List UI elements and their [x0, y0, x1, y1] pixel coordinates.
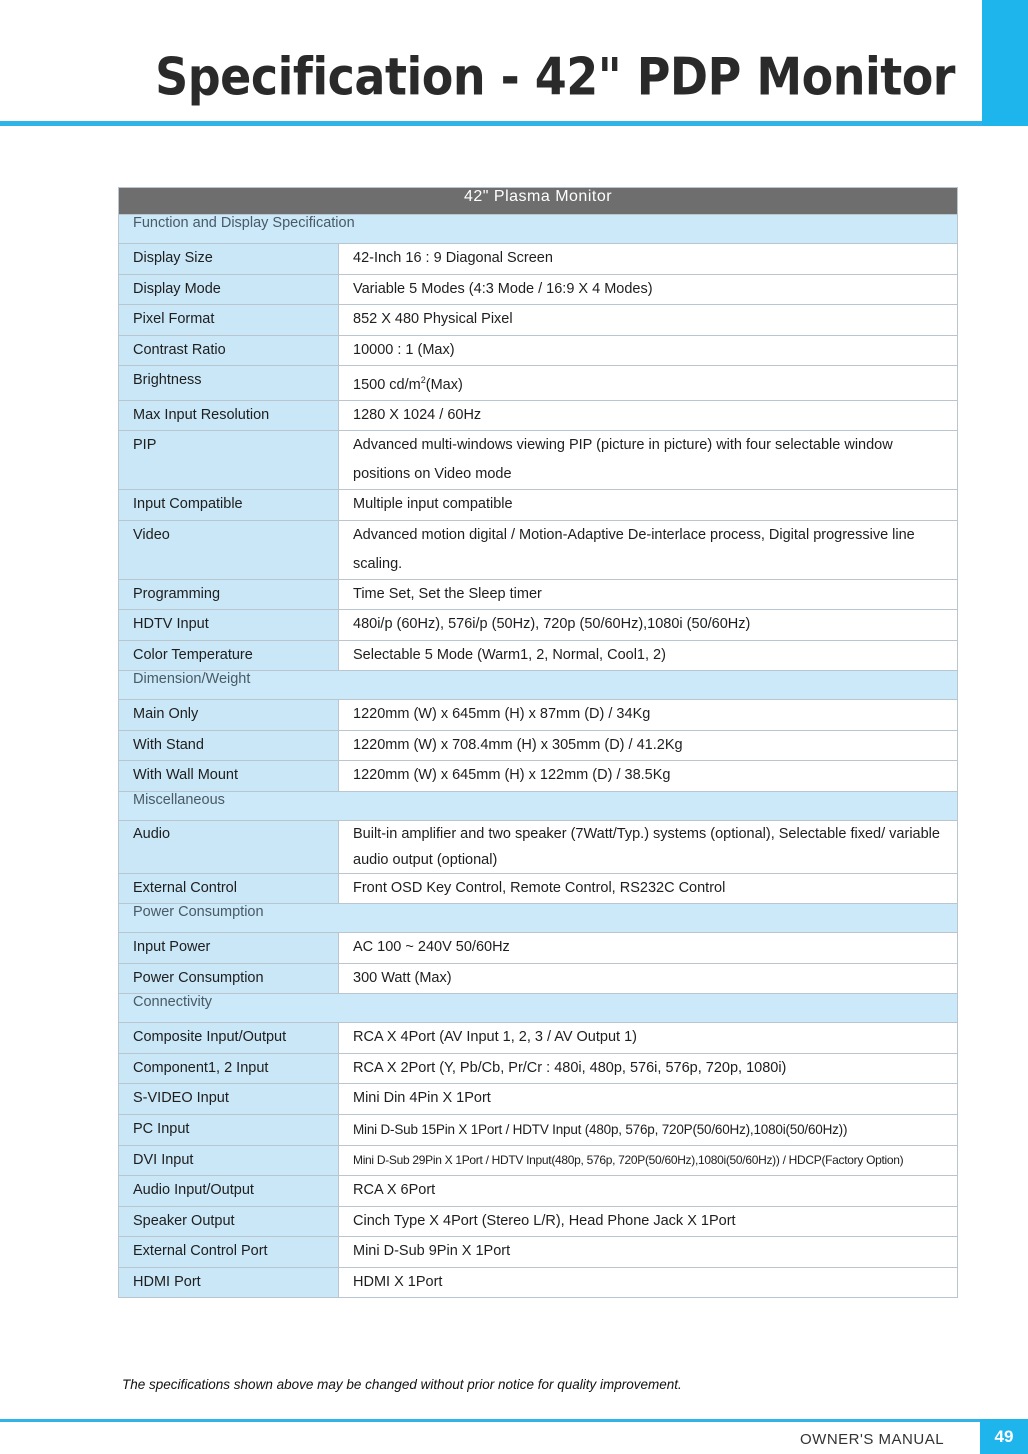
footer-rule [0, 1419, 982, 1422]
table-row [119, 730, 958, 761]
table-row [119, 431, 958, 490]
row-value: 480i/p (60Hz), 576i/p (50Hz), 720p (50/60Hz),1080i (50/60Hz) [339, 610, 958, 641]
table-header: 42" Plasma Monitor [119, 188, 958, 215]
table-row [119, 335, 958, 366]
row-label: PC Input [119, 1114, 339, 1145]
row-value: Selectable 5 Mode (Warm1, 2, Normal, Cool1, 2) [339, 640, 958, 671]
row-label: Contrast Ratio [119, 335, 339, 366]
pc-input-value: Mini D-Sub 15Pin X 1Port / HDTV Input (480p, 576p, 720P(50/60Hz),1080i(50/60Hz)) [353, 1121, 848, 1137]
row-label: Brightness [119, 366, 339, 401]
table-row [119, 1267, 958, 1298]
row-label: Pixel Format [119, 305, 339, 336]
row-value [339, 1114, 958, 1145]
section-title: Function and Display Specification [119, 215, 958, 244]
row-label: PIP [119, 431, 339, 490]
row-value: Multiple input compatible [339, 490, 958, 521]
table-row [119, 244, 958, 275]
row-label: DVI Input [119, 1145, 339, 1176]
page-title: Specification - 42" PDP Monitor [155, 46, 955, 107]
table-row [119, 400, 958, 431]
row-value: RCA X 6Port [339, 1176, 958, 1207]
section-title: Miscellaneous [119, 791, 958, 820]
row-value: 300 Watt (Max) [339, 963, 958, 994]
row-label: External Control [119, 873, 339, 904]
title-underline [0, 121, 982, 126]
row-value [339, 366, 958, 401]
table-row [119, 366, 958, 401]
row-value: Advanced multi-windows viewing PIP (picture in picture) with four selectable window positions on Video mode [339, 431, 958, 490]
row-label: Component1, 2 Input [119, 1053, 339, 1084]
row-value: Cinch Type X 4Port (Stereo L/R), Head Phone Jack X 1Port [339, 1206, 958, 1237]
table-row [119, 305, 958, 336]
row-label: Input Power [119, 933, 339, 964]
row-value: Time Set, Set the Sleep timer [339, 579, 958, 610]
table-row [119, 640, 958, 671]
row-label: S-VIDEO Input [119, 1084, 339, 1115]
table-row [119, 873, 958, 904]
dvi-input-value: Mini D-Sub 29Pin X 1Port / HDTV Input(480p, 576p, 720P(50/60Hz),1080i(50/60Hz)) / HDCP(Factory Option) [353, 1152, 904, 1167]
table-header-row [119, 188, 958, 215]
row-label: Color Temperature [119, 640, 339, 671]
row-value: Mini D-Sub 9Pin X 1Port [339, 1237, 958, 1268]
row-value: Mini Din 4Pin X 1Port [339, 1084, 958, 1115]
row-label: Display Mode [119, 274, 339, 305]
row-label: Max Input Resolution [119, 400, 339, 431]
row-label: Programming [119, 579, 339, 610]
row-value: RCA X 4Port (AV Input 1, 2, 3 / AV Output 1) [339, 1023, 958, 1054]
table-row [119, 761, 958, 792]
brightness-qualifier: (Max) [425, 376, 463, 393]
row-value: 1220mm (W) x 645mm (H) x 122mm (D) / 38.5Kg [339, 761, 958, 792]
table-row [119, 933, 958, 964]
row-value: 1220mm (W) x 708.4mm (H) x 305mm (D) / 41.2Kg [339, 730, 958, 761]
table-row [119, 520, 958, 579]
row-label: External Control Port [119, 1237, 339, 1268]
footnote: The specifications shown above may be changed without prior notice for quality improvement. [122, 1377, 682, 1392]
row-value: 1220mm (W) x 645mm (H) x 87mm (D) / 34Kg [339, 700, 958, 731]
corner-accent-block [982, 0, 1028, 126]
spec-table [118, 187, 958, 1298]
table-row [119, 1237, 958, 1268]
table-row [119, 1023, 958, 1054]
row-label: With Stand [119, 730, 339, 761]
table-row [119, 274, 958, 305]
superscript-unit: 2 [420, 375, 426, 385]
section-title: Dimension/Weight [119, 671, 958, 700]
table-row [119, 490, 958, 521]
row-value: AC 100 ~ 240V 50/60Hz [339, 933, 958, 964]
brightness-value: 1500 cd/m [353, 376, 421, 393]
table-row [119, 1176, 958, 1207]
table-row [119, 1053, 958, 1084]
row-label: HDTV Input [119, 610, 339, 641]
row-label: Display Size [119, 244, 339, 275]
row-value: Built-in amplifier and two speaker (7Watt/Typ.) systems (optional), Selectable fixed/ variable audio output (optional) [339, 820, 958, 873]
section-title: Connectivity [119, 994, 958, 1023]
page-number: 49 [980, 1419, 1028, 1454]
table-row [119, 579, 958, 610]
row-value: RCA X 2Port (Y, Pb/Cb, Pr/Cr : 480i, 480p, 576i, 576p, 720p, 1080i) [339, 1053, 958, 1084]
table-row [119, 1084, 958, 1115]
row-label: Video [119, 520, 339, 579]
row-value: 10000 : 1 (Max) [339, 335, 958, 366]
row-label: Power Consumption [119, 963, 339, 994]
row-label: Audio Input/Output [119, 1176, 339, 1207]
row-label: Main Only [119, 700, 339, 731]
table-row [119, 963, 958, 994]
footer-label: OWNER'S MANUAL [800, 1431, 945, 1448]
row-label: HDMI Port [119, 1267, 339, 1298]
row-value: 42-Inch 16 : 9 Diagonal Screen [339, 244, 958, 275]
table-row [119, 700, 958, 731]
row-value: 852 X 480 Physical Pixel [339, 305, 958, 336]
row-label: Composite Input/Output [119, 1023, 339, 1054]
table-row [119, 1145, 958, 1176]
section-title: Power Consumption [119, 904, 958, 933]
row-label: Audio [119, 820, 339, 873]
row-value: 1280 X 1024 / 60Hz [339, 400, 958, 431]
table-row [119, 1114, 958, 1145]
row-value: Advanced motion digital / Motion-Adaptive De-interlace process, Digital progressive line scaling. [339, 520, 958, 579]
row-value: Front OSD Key Control, Remote Control, RS232C Control [339, 873, 958, 904]
row-label: Input Compatible [119, 490, 339, 521]
row-value: HDMI X 1Port [339, 1267, 958, 1298]
row-label: With Wall Mount [119, 761, 339, 792]
table-row [119, 1206, 958, 1237]
row-value [339, 1145, 958, 1176]
row-value: Variable 5 Modes (4:3 Mode / 16:9 X 4 Modes) [339, 274, 958, 305]
row-label: Speaker Output [119, 1206, 339, 1237]
table-row [119, 610, 958, 641]
table-row [119, 820, 958, 873]
